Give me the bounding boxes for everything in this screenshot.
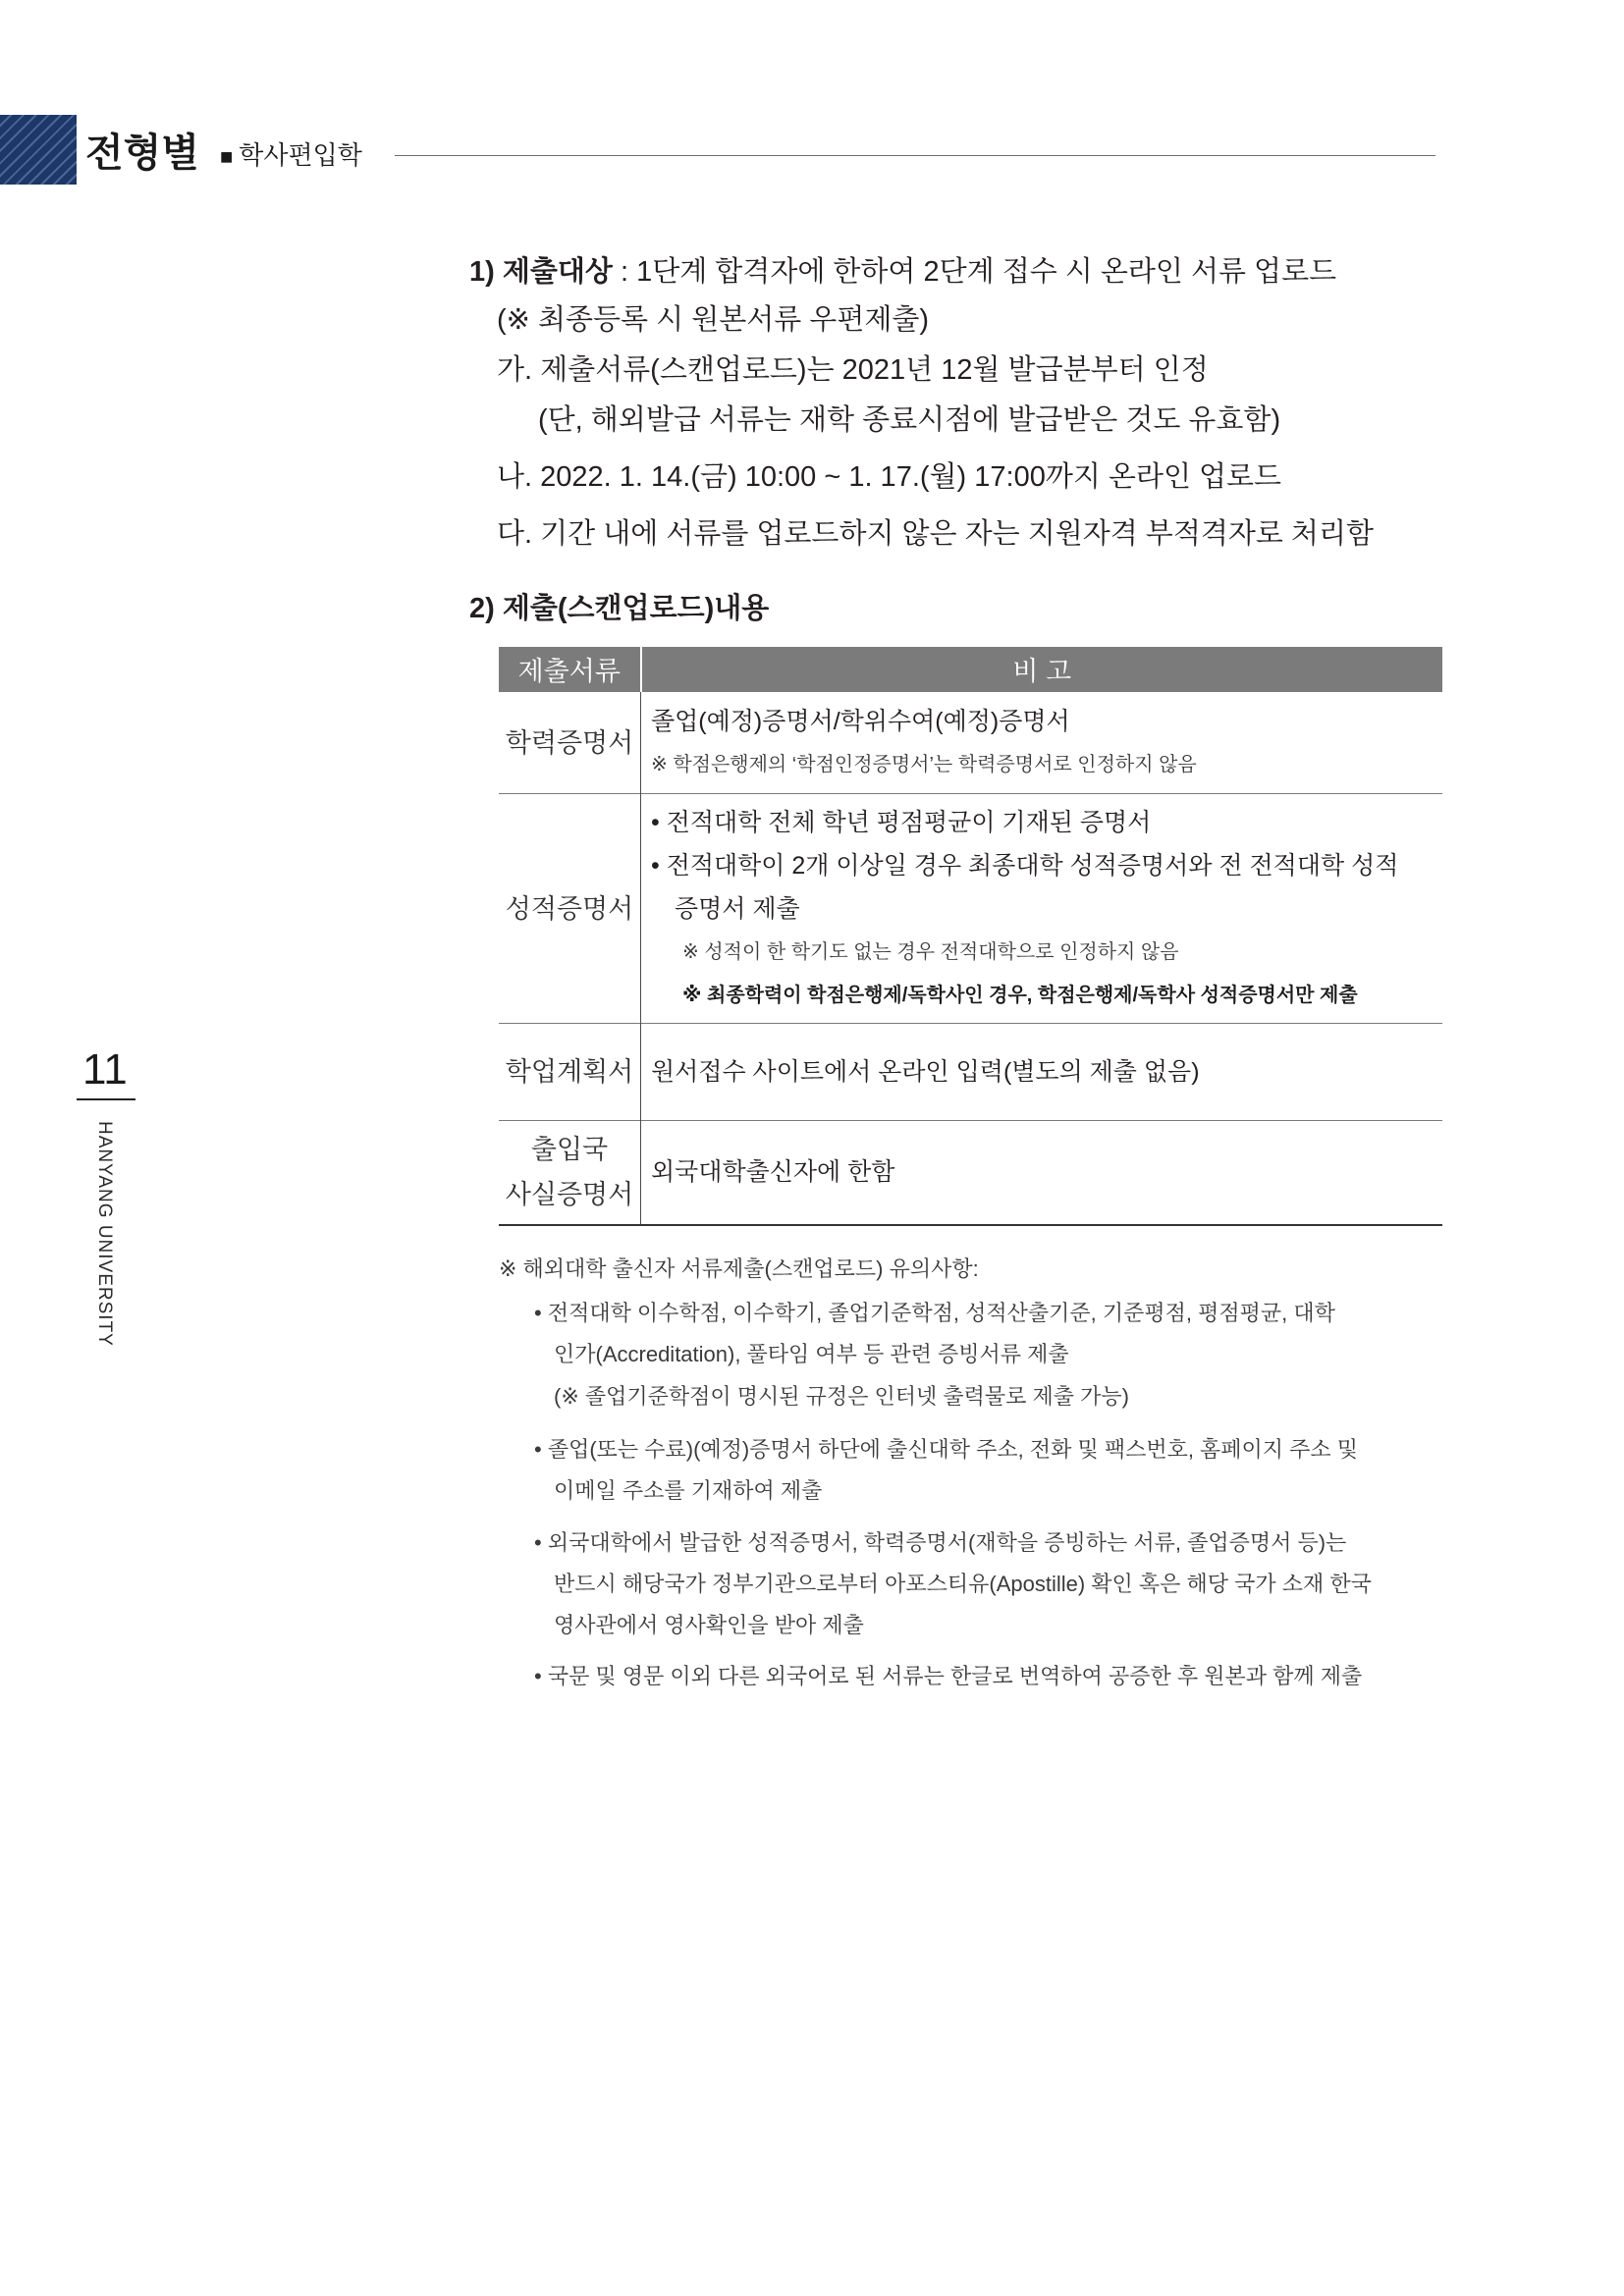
notes-heading: ※ 해외대학 출신자 서류제출(스캔업로드) 유의사항: (499, 1256, 979, 1281)
section1-heading-label: 1) 제출대상 (469, 256, 613, 288)
notes-bullet: • 전적대학 이수학점, 이수학기, 졸업기준학점, 성적산출기준, 기준평점, 평점평균, 대학 (534, 1301, 1335, 1325)
document-name-line: 출입국 (530, 1135, 609, 1165)
notes-bullet-continuation: 이메일 주소를 기재하여 제출 (554, 1478, 823, 1503)
header-striped-block (0, 115, 77, 185)
table-row (499, 1024, 1442, 1121)
remarks-main: 외국대학출신자에 한함 (651, 1158, 895, 1187)
document-name-line: 사실증명서 (505, 1180, 634, 1210)
notes-bullet-continuation: 영사관에서 영사확인을 받아 제출 (554, 1613, 864, 1637)
section1-item-na: 나. 2022. 1. 14.(금) 10:00 ~ 1. 17.(월) 17:00까지 온라인 업로드 (497, 461, 1282, 493)
remarks-main: 원서접수 사이트에서 온라인 입력(별도의 제출 없음) (651, 1058, 1200, 1086)
section1-item-ga-sub: (단, 해외발급 서류는 재학 종료시점에 발급받은 것도 유효함) (538, 404, 1281, 436)
category-title: 전형별 (85, 132, 199, 175)
university-vertical-label: HANYANG UNIVERSITY (94, 1121, 115, 1347)
notes-bullet-continuation: 인가(Accreditation), 풀타임 여부 등 관련 증빙서류 제출 (554, 1342, 1069, 1366)
remarks-cell (641, 1024, 1443, 1121)
document-name (499, 1121, 641, 1225)
remarks-bullet-continuation: 증명서 제출 (675, 894, 800, 923)
page-number: 11 (82, 1045, 128, 1094)
notes-bullet: • 국문 및 영문 이외 다른 외국어로 된 서류는 한글로 번역하여 공증한 후 원본과 함께 제출 (534, 1664, 1363, 1688)
notes-bullet: • 외국대학에서 발급한 성적증명서, 학력증명서(재학을 증빙하는 서류, 졸업증명서 등)는 (534, 1530, 1347, 1555)
section2-heading: 2) 제출(스캔업로드)내용 (469, 593, 770, 624)
remarks-cell (641, 794, 1443, 1024)
table-row (499, 1121, 1442, 1225)
remarks-note: ※ 학점은행제의 ‘학점인정증명서’는 학력증명서로 인정하지 않음 (651, 753, 1197, 775)
notes-bullet: • 졸업(또는 수료)(예정)증명서 하단에 출신대학 주소, 전화 및 팩스번호, 홈페이지 주소 및 (534, 1437, 1359, 1462)
document-name: 학업계획서 (499, 1024, 641, 1121)
section1-note: (※ 최종등록 시 원본서류 우편제출) (497, 304, 930, 336)
notes-bullet-continuation: 반드시 해당국가 정부기관으로부터 아포스티유(Apostille) 확인 혹은 해당 국가 소재 한국 (554, 1572, 1372, 1596)
remarks-note-emphasis: ※ 최종학력이 학점은행제/독학사인 경우, 학점은행제/독학사 성적증명서만 제출 (682, 984, 1358, 1006)
remarks-cell (641, 692, 1443, 794)
remarks-note: ※ 성적이 한 학기도 없는 경우 전적대학으로 인정하지 않음 (682, 940, 1179, 963)
table-row (499, 794, 1442, 1024)
document-name: 성적증명서 (499, 794, 641, 1024)
table-row (499, 692, 1442, 794)
remarks-bullet: • 전적대학이 2개 이상일 경우 최종대학 성적증명서와 전 전적대학 성적 (651, 851, 1399, 880)
subcategory-label (220, 137, 362, 175)
remarks-bullet: • 전적대학 전체 학년 평점평균이 기재된 증명서 (651, 808, 1152, 836)
notes-bullet-continuation: (※ 졸업기준학점이 명시된 규정은 인터넷 출력물로 제출 가능) (554, 1384, 1129, 1409)
section1-item-ga: 가. 제출서류(스캔업로드)는 2021년 12월 발급분부터 인정 (497, 354, 1209, 386)
section1-heading-text: : 1단계 합격자에 한하여 2단계 접수 시 온라인 서류 업로드 (612, 256, 1337, 288)
page-number-underline (77, 1098, 135, 1100)
square-bullet-icon: ■ (220, 144, 234, 169)
header-rule (395, 155, 1435, 156)
column-header-remarks: 비 고 (641, 647, 1443, 692)
remarks-main: 졸업(예정)증명서/학위수여(예정)증명서 (651, 707, 1070, 735)
remarks-cell (641, 1121, 1443, 1225)
subcategory-text: 학사편입학 (239, 140, 362, 170)
column-header-document: 제출서류 (499, 647, 641, 692)
document-name: 학력증명서 (499, 692, 641, 794)
section1-heading (469, 252, 1336, 292)
table-header-row (499, 647, 1442, 692)
section1-item-da: 다. 기간 내에 서류를 업로드하지 않은 자는 지원자격 부적격자로 처리함 (497, 518, 1374, 550)
documents-table (499, 647, 1442, 1226)
